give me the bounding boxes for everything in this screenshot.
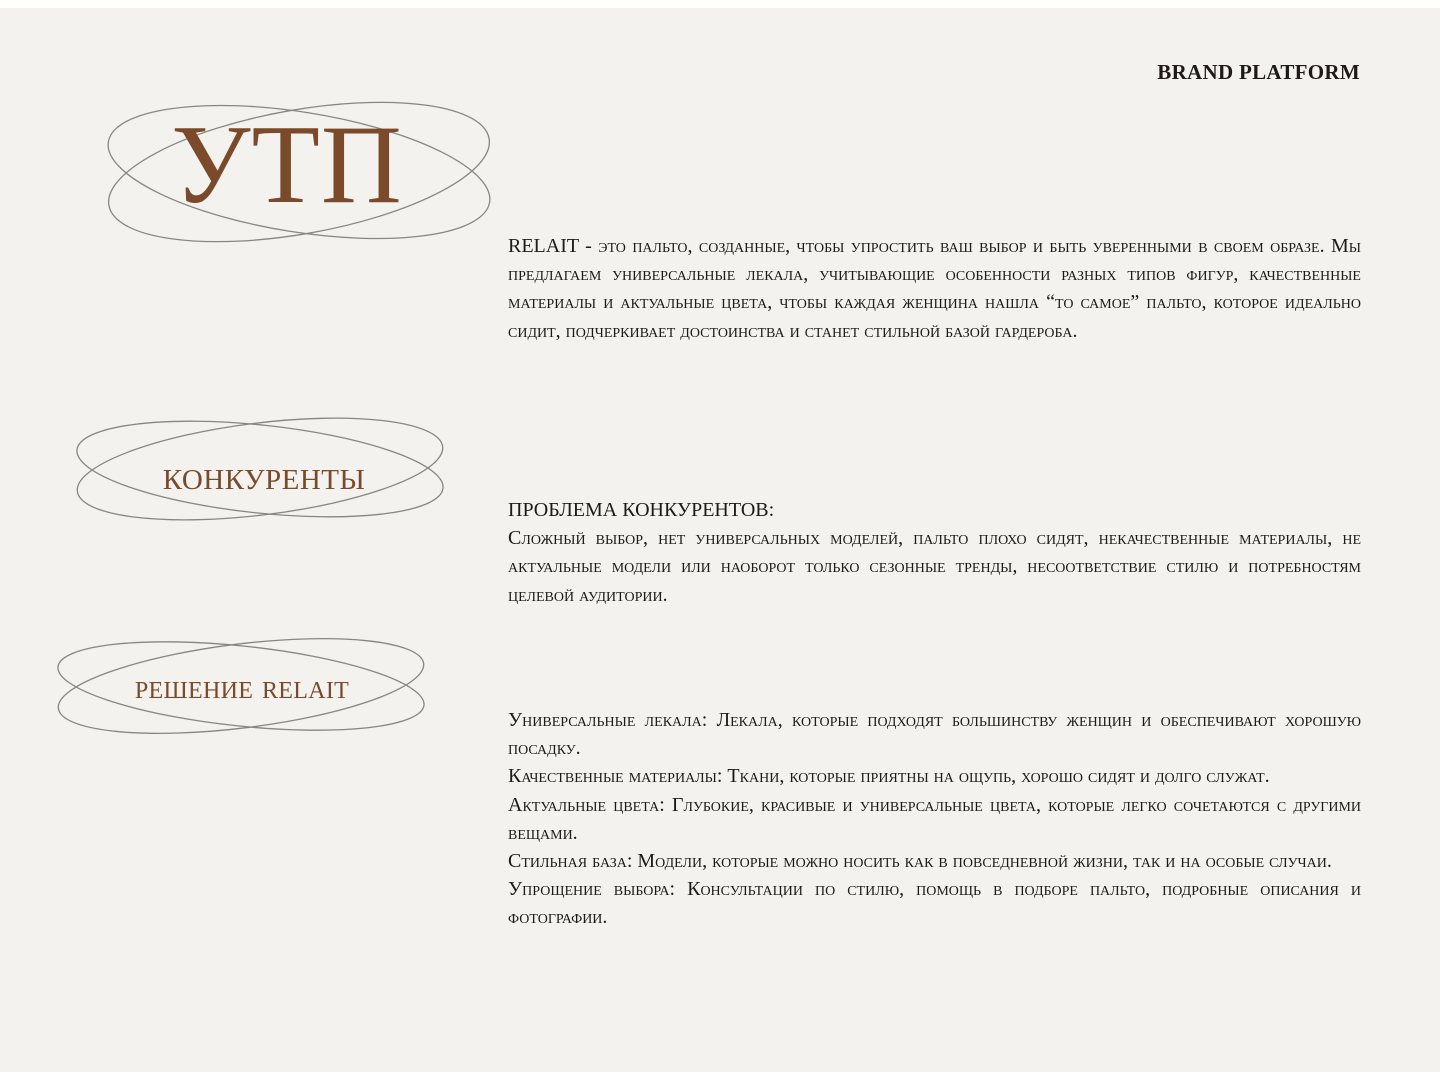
- utp-title: УТП: [171, 103, 403, 227]
- solution-title: решение relait: [134, 669, 350, 706]
- solution-item-style-base: Стильная база: Модели, которые можно носить как в повседневной жизни, так и на особые случаи.: [508, 850, 1332, 873]
- competitors-text: [508, 496, 1361, 609]
- competitors-paragraph: Сложный выбор, нет универсальных моделей, пальто плохо сидят, некачественные материалы, не актуальные модели или наоборот только сезонные тренды, несоответствие стилю и потребностям целевой аудитории.: [508, 527, 1361, 606]
- competitors-title: конкуренты: [162, 453, 366, 499]
- solution-item-choice: Упрощение выбора: Консультации по стилю, помощь в подборе пальто, подробные описания и фотографии.: [508, 878, 1361, 929]
- solution-item-patterns: Универсальные лекала: Лекала, которые подходят большинству женщин и обеспечивают хорошую посадку.: [508, 709, 1361, 760]
- solution-item-colors: Актуальные цвета: Глубокие, красивые и универсальные цвета, которые легко сочетаются с другими вещами.: [508, 793, 1361, 844]
- utp-paragraph: RELAIT - это пальто, созданные, чтобы упростить ваш выбор и быть уверенными в своем образе. Мы предлагаем универсальные лекала, учитывающие особенности разных типов фигур, качественные материалы и актуальные цвета, чтобы каждая женщина нашла “то самое” пальто, которое идеально сидит, подчеркивает достоинства и станет стильной базой гардероба.: [508, 235, 1361, 342]
- competitors-heading: ПРОБЛЕМА КОНКУРЕНТОВ:: [508, 499, 775, 521]
- brand-platform-label: BRAND PLATFORM: [1157, 60, 1360, 84]
- solution-badge: [55, 631, 427, 741]
- utp-badge: [104, 90, 494, 254]
- slide: [0, 8, 1440, 1072]
- solution-item-materials: Качественные материалы: Ткани, которые приятны на ощупь, хорошо сидят и долго служат.: [508, 765, 1270, 788]
- utp-text: [508, 232, 1361, 345]
- solution-text: [508, 706, 1361, 932]
- competitors-badge: [74, 408, 446, 530]
